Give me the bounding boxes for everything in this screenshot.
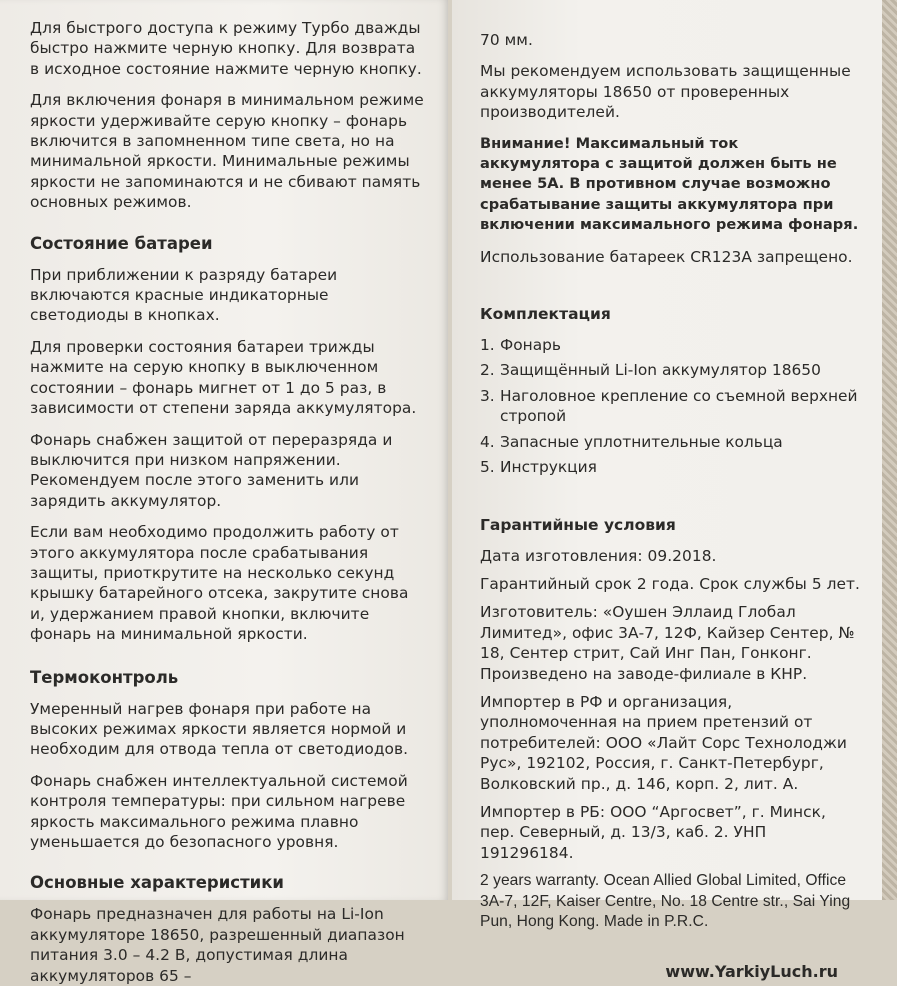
- warning-paragraph: Внимание! Максимальный ток аккумулятора с защитой должен быть не менее 5А. В противном случае возможно срабатывание защиты аккумулятора при включении максимального режима фонаря.: [480, 134, 859, 234]
- warranty-term: Гарантийный срок 2 года. Срок службы 5 лет.: [480, 574, 860, 593]
- length-continuation: 70 мм.: [480, 31, 533, 49]
- manufacture-date: Дата изготовления: 09.2018.: [480, 546, 717, 565]
- kit-item: [480, 457, 862, 477]
- thermo-paragraph-2: Фонарь снабжен интеллектуальной системой контроля температуры: при сильном нагреве яркость максимального режима плавно уменьшается до безопасного уровня.: [30, 771, 408, 851]
- background-edge: [882, 0, 897, 900]
- thermo-heading: Термоконтроль: [30, 667, 179, 687]
- kit-heading: Комплектация: [480, 305, 611, 324]
- kit-item: [480, 360, 862, 380]
- battery-paragraph-2: Для проверки состояния батареи трижды нажмите на серую кнопку в выключенном состоянии – фонарь мигнет от 1 до 5 раз, в зависимости от степени заряда аккумулятора.: [30, 337, 417, 418]
- kit-item: [480, 386, 862, 427]
- left-page: [0, 0, 448, 985]
- website-url: www.YarkiyLuch.ru: [665, 962, 838, 982]
- kit-item-number: 1.: [480, 336, 495, 355]
- manufacturer-info: Изготовитель: «Оушен Эллаид Глобал Лимитед», офис 3А-7, 12Ф, Кайзер Сентер, № 18, Сентер стрит, Сай Инг Пан, Гонконг. Произведено на заводе-филиале в КНР.: [480, 603, 855, 683]
- battery-heading: Состояние батареи: [30, 233, 213, 253]
- kit-item-text: Запасные уплотнительные кольца: [500, 432, 783, 451]
- kit-item-text: Инструкция: [500, 458, 597, 477]
- battery-paragraph-1: При приближении к разряду батареи включаются красные индикаторные светодиоды в кнопках.: [30, 265, 338, 325]
- min-brightness-paragraph: Для включения фонаря в минимальном режиме яркости удерживайте серую кнопку – фонарь включится в запомненном типе света, но на минимальной яркости. Минимальные режимы яркости не запоминаются и не сбивают память основных режимов.: [30, 91, 424, 212]
- importer-ru-info: Импортер в РФ и организация, уполномоченная на прием претензий от потребителей: ООО «Лайт Сорс Технолоджи Рус», 192102, Россия, г. Санкт-Петербург, Волковский пр., д. 146, корп. 2, лит. А.: [480, 692, 847, 793]
- battery-paragraph-3: Фонарь снабжен защитой от переразряда и выключится при низком напряжении. Рекомендуем после этого заменить или зарядить аккумулятор.: [30, 430, 393, 510]
- battery-paragraph-4: Если вам необходимо продолжить работу от этого аккумулятора после срабатывания защиты, приоткрутите на несколько секунд крышку батарейного отсека, закрутите снова и, удержанием правой кнопки, включите фонарь на минимальной яркости.: [30, 523, 409, 644]
- kit-item-number: 5.: [480, 458, 495, 477]
- kit-item: [480, 335, 862, 355]
- importer-by-info: Импортер в РБ: ООО “Аргосвет”, г. Минск, пер. Северный, д. 13/3, каб. 2. УНП 191296184.: [480, 802, 826, 862]
- kit-item-number: 2.: [480, 361, 495, 380]
- specs-heading: Основные характеристики: [30, 873, 284, 893]
- kit-item-number: 3.: [480, 386, 495, 405]
- kit-item-text: Фонарь: [500, 336, 561, 355]
- kit-item-number: 4.: [480, 432, 495, 451]
- right-page: [452, 0, 882, 982]
- recommend-paragraph: Мы рекомендуем использовать защищенные аккумуляторы 18650 от проверенных производителей.: [480, 62, 851, 122]
- kit-list: [480, 335, 862, 477]
- cr123a-paragraph: Использование батареек CR123A запрещено.: [480, 247, 853, 266]
- kit-item-text: Защищённый Li-Ion аккумулятор 18650: [500, 361, 821, 380]
- kit-item: [480, 432, 862, 452]
- specs-paragraph-1: Фонарь предназначен для работы на Li-Ion аккумуляторе 18650, разрешенный диапазон питания 3.0 – 4.2 В, допустимая длина аккумуляторов 65 –: [30, 905, 405, 985]
- turbo-paragraph: Для быстрого доступа к режиму Турбо дважды быстро нажмите черную кнопку. Для возврата в исходное состояние нажмите черную кнопку.: [30, 19, 422, 78]
- thermo-paragraph-1: Умеренный нагрев фонаря при работе на высоких режимах яркости является нормой и необходим для отвода тепла от светодиодов.: [30, 699, 409, 759]
- english-warranty: 2 years warranty. Ocean Allied Global Limited, Office 3A-7, 12F, Kaiser Centre, No. 18 Centre str., Sai Ying Pun, Hong Kong. Made in P.R.C.: [480, 872, 851, 930]
- kit-item-text: Наголовное крепление со съемной верхней стропой: [500, 386, 858, 426]
- warranty-heading: Гарантийные условия: [480, 515, 676, 534]
